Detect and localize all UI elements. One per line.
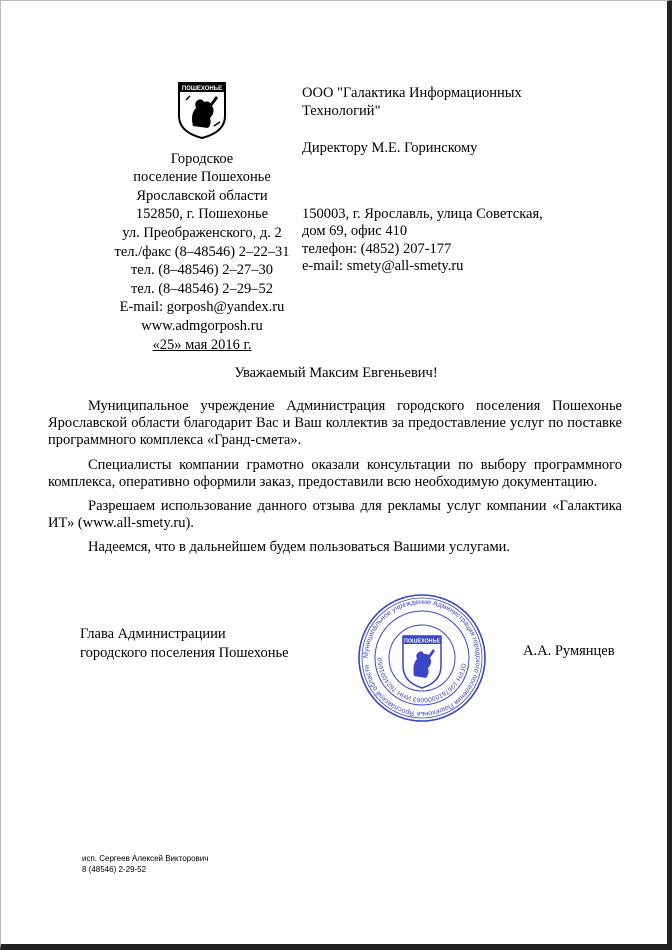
recipient-addressee: Директору М.Е. Горинскому [302,140,478,156]
sender-line: тел./факс (8–48546) 2–22–31 [114,243,290,260]
sender-website: www.admgorposh.ru [141,317,263,334]
sender-line: тел. (8–48546) 2–27–30 [130,262,274,279]
salutation: Уважаемый Максим Евгеньевич! [234,365,438,381]
executor-phone: 8 (48546) 2-29-52 [82,865,147,874]
recipient-phone: телефон: (4852) 207-177 [302,240,452,257]
seal-emblem-icon [403,636,441,688]
recipient-org: Технологий" [302,102,381,119]
sender-line: Городское [170,150,234,167]
sender-line: тел. (8–48546) 2–29–52 [130,280,274,297]
signatory-position-line: городского поселения Пошехонье [80,644,289,661]
sender-email: E-mail: gorposh@yandex.ru [119,299,285,316]
executor-name: исп. Сергеев Алексей Викторович [82,854,209,863]
recipient-email: e-mail: smety@all-smety.ru [302,258,464,274]
official-seal-stamp [356,592,488,724]
emblem-caption: ПОШЕХОНЬЕ [181,86,223,92]
body-paragraph: Разрешаем использование данного отзыва для рекламы услуг компании «Галактика ИТ» (www.all-smety.ru). [48,498,622,532]
sender-block [62,80,342,354]
signatory-position [80,625,289,662]
sender-line: поселение Пошехонье [133,169,271,186]
letter-date: «25» мая 2016 г. [152,336,252,353]
sender-line: Ярославской области [136,187,268,204]
signatory-name: А.А. Румянцев [523,643,615,659]
sender-line: ул. Преображенского, д. 2 [122,224,282,241]
letter-body [48,398,622,564]
recipient-block [302,85,632,276]
coat-of-arms-icon [176,80,228,140]
seal-emblem-caption: ПОШЕХОНЬЕ [403,638,441,645]
body-paragraph: Муниципальное учреждение Администрация городского поселения Пошехонье Ярославской области благодарит Вас и Ваш коллектив за предоставление услуг по поставке программного комплекса «Гранд-смета». [48,398,622,449]
recipient-org: ООО "Галактика Информационных [302,85,522,101]
seal-inner-text: ОГРН 1067610000063 ИНН 7624001050 [376,657,467,704]
seal-ring-text: Муниципальное учреждение Администрация городского поселения Пошехонье Ярославской области [362,598,482,718]
signatory-position-line: Глава Администрациии [80,626,226,642]
recipient-address: 150003, г. Ярославль, улица Советская, [302,205,543,222]
body-paragraph: Надеемся, что в дальнейшем будем пользоваться Вашими услугами. [88,539,511,556]
sender-line: 152850, г. Пошехонье [135,206,269,223]
executor-info [82,853,208,875]
recipient-address: дом 69, офис 410 [302,223,408,239]
body-paragraph: Специалисты компании грамотно оказали консультации по выбору программного комплекса, оперативно оформили заказ, предоставили всю необходимую документацию. [48,456,622,490]
